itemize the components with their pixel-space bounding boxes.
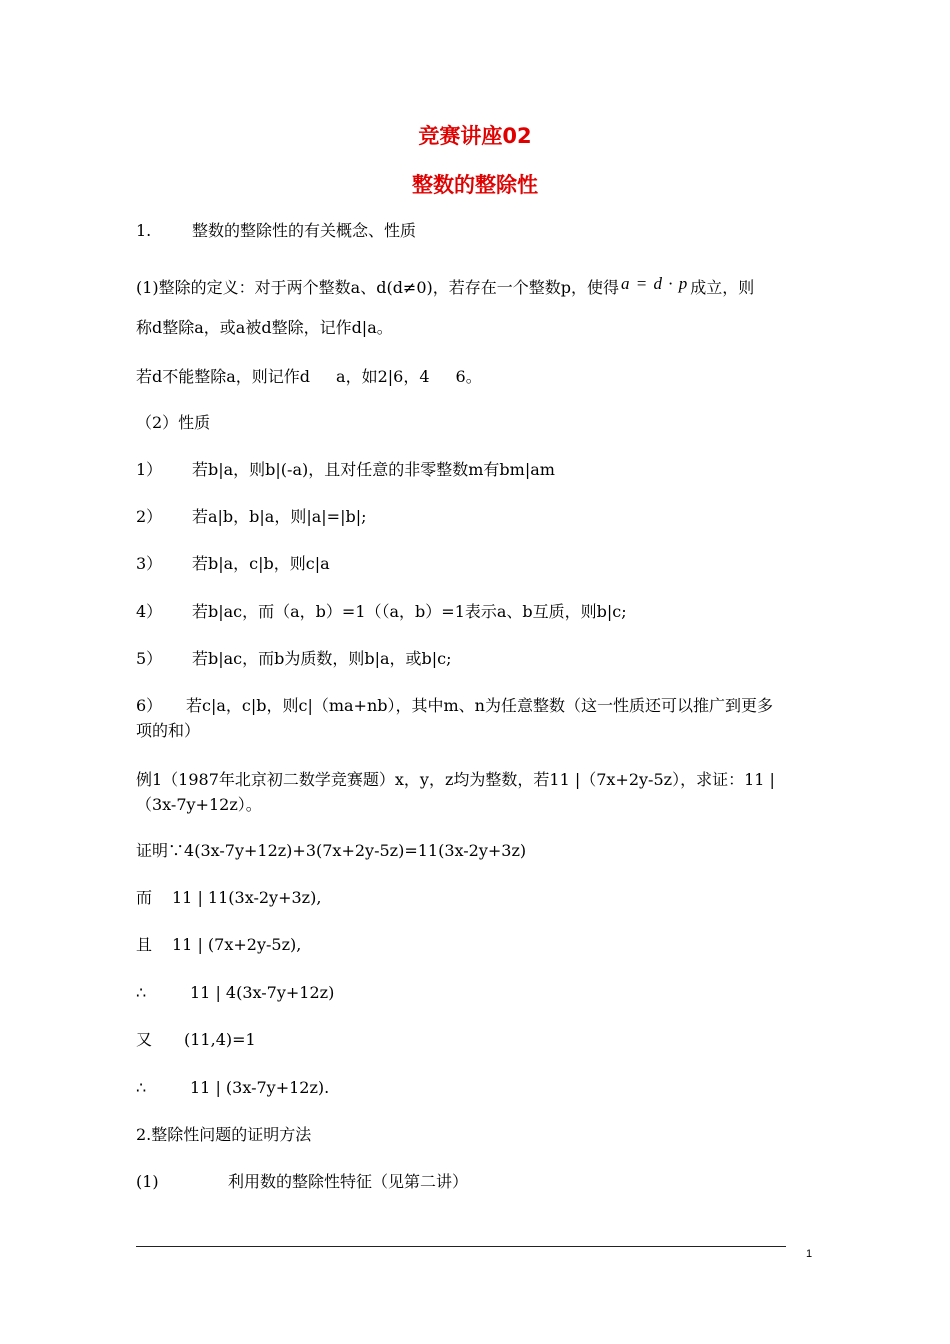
property-item-6-line-1 xyxy=(136,695,773,717)
example-1-line-2: （3x-7y+12z）。 xyxy=(136,795,262,814)
section-2-item-1 xyxy=(136,1171,468,1193)
section-2-item-text: 利用数的整除性特征（见第二讲） xyxy=(228,1172,469,1191)
definition-line-3 xyxy=(136,366,482,388)
property-item-6-line-2: 项的和） xyxy=(136,721,201,740)
proof-text: 11 | 11(3x-2y+3z), xyxy=(172,888,322,907)
property-number: 6） xyxy=(136,696,163,715)
section-2-item-number: (1) xyxy=(136,1172,159,1191)
proof-line xyxy=(136,934,301,956)
property-text: 若b|a，c|b，则c|a xyxy=(192,554,330,573)
property-text: 若b|ac，而b为质数，则b|a，或b|c; xyxy=(192,649,452,668)
proof-text: 11 | (7x+2y-5z), xyxy=(172,935,302,954)
not-divide-text-b: a，如2|6，4 xyxy=(336,367,430,386)
proof-line xyxy=(136,887,321,909)
not-divide-text-c: 6。 xyxy=(455,367,482,386)
definition-formula: a = d · p xyxy=(621,274,689,293)
property-item xyxy=(136,459,555,481)
proof-lead: ∴ xyxy=(136,1078,147,1097)
proof-line xyxy=(136,840,526,862)
property-number: 3） xyxy=(136,554,163,573)
proof-text: 11 | 4(3x-7y+12z) xyxy=(190,983,335,1002)
proof-line xyxy=(136,1077,329,1099)
property-text: 若a|b，b|a，则|a|=|b|; xyxy=(192,507,367,526)
proof-text: 4(3x-7y+12z)+3(7x+2y-5z)=11(3x-2y+3z) xyxy=(184,841,527,860)
property-number: 2） xyxy=(136,507,163,526)
property-number: 4） xyxy=(136,602,163,621)
property-item xyxy=(136,553,330,575)
page-number: 1 xyxy=(806,1248,813,1260)
property-item xyxy=(136,648,452,670)
property-number: 5） xyxy=(136,649,163,668)
section-1-title: 整数的整除性的有关概念、性质 xyxy=(192,221,417,240)
property-item xyxy=(136,506,367,528)
properties-heading: （2）性质 xyxy=(136,413,211,432)
section-1-heading xyxy=(136,220,416,242)
page-subtitle: 整数的整除性 xyxy=(412,173,538,197)
property-item xyxy=(136,601,627,623)
proof-line xyxy=(136,982,334,1004)
proof-lead: 又 xyxy=(136,1030,153,1049)
definition-line-1 xyxy=(136,273,754,299)
example-1-line-1: 例1（1987年北京初二数学竞赛题）x，y，z均为整数，若11 |（7x+2y-5z），求证：11 | xyxy=(136,770,775,789)
proof-lead: 证明∵ xyxy=(136,841,185,860)
property-text: 若c|a，c|b，则c|（ma+nb），其中m、n为任意整数（这一性质还可以推广到更多 xyxy=(186,696,773,715)
proof-lead: 且 xyxy=(136,935,153,954)
section-2-heading: 2.整除性问题的证明方法 xyxy=(136,1125,312,1144)
proof-text: (11,4)=1 xyxy=(184,1030,256,1049)
definition-text-end: 成立，则 xyxy=(690,278,755,297)
property-number: 1） xyxy=(136,460,163,479)
footer-divider xyxy=(136,1246,786,1247)
definition-line-2: 称d整除a，或a被d整除，记作d|a。 xyxy=(136,318,393,337)
not-divide-text-a: 若d不能整除a，则记作d xyxy=(136,367,311,386)
property-text: 若b|a，则b|(-a)，且对任意的非零整数m有bm|am xyxy=(192,460,555,479)
definition-text-start: (1)整除的定义：对于两个整数a、d(d≠0)，若存在一个整数p，使得 xyxy=(136,278,620,297)
proof-lead: ∴ xyxy=(136,983,147,1002)
section-1-number: 1. xyxy=(136,221,152,240)
proof-lead: 而 xyxy=(136,888,153,907)
page-title: 竞赛讲座02 xyxy=(418,124,532,148)
proof-text: 11 | (3x-7y+12z). xyxy=(190,1078,330,1097)
property-text: 若b|ac，而（a，b）=1（（a，b）=1表示a、b互质，则b|c; xyxy=(192,602,627,621)
proof-line xyxy=(136,1029,256,1051)
